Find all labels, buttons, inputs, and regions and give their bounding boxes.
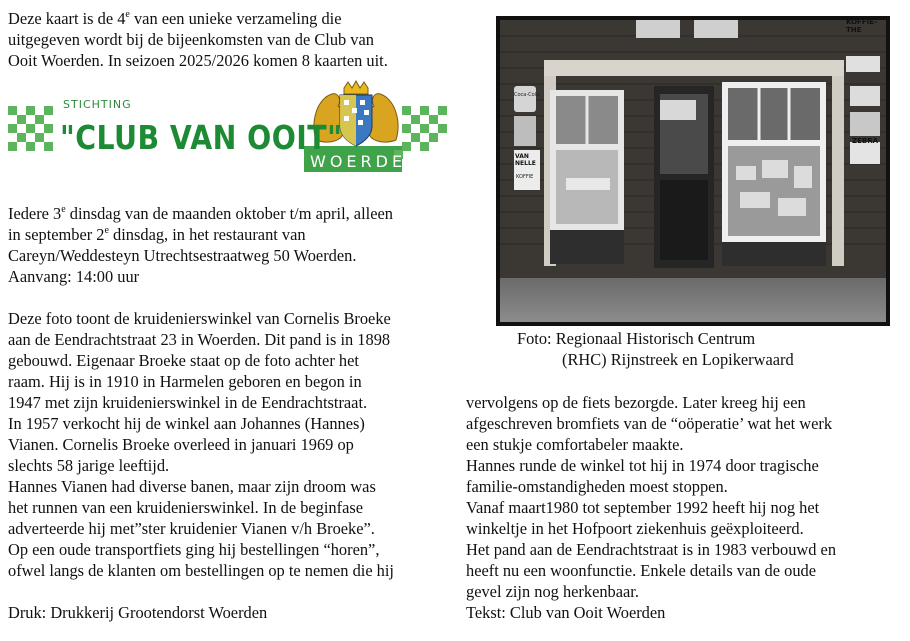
print-credit: Druk: Drukkerij Grootendorst Woerden (8, 603, 268, 622)
story-right-column: vervolgens op de fiets bezorgde. Later kreeg hij een afgeschreven bromfiets van de “oöperatie’ wat het werk een stukje comfortabeler maakte. Hannes runde de winkel tot hij in 1974 door tragische familie-omstandigheden moest stoppen. Vanaf maart1980 tot september 1992 heeft hij nog het winkeltje in het Hofpoort ziekenhuis geëxploiteerd. Het pand aan de Eendrachtstraat is in 1983 verbouwd en heeft nu een woonfunctie. Enkele details van de oude gevel zijn nog herkenbaar. (466, 393, 837, 601)
photo-sign-koffie: KOFFIE (516, 174, 534, 180)
shop-photo (496, 16, 890, 326)
photo-sign-van-nelle: VAN NELLE (515, 153, 536, 167)
logo-club-name: "CLUB VAN OOIT" (60, 118, 343, 157)
photo-sign-coca-cola: Coca-Cola (514, 92, 540, 98)
photo-sign-zebra: ZEBRA (852, 137, 879, 145)
intro-text: Deze kaart is de 4e van een unieke verzameling die uitgegeven wordt bij de bijeenkomsten van de Club van Ooit Woerden. In seizoen 2025/2026 komen 8 kaarten uit. (8, 8, 388, 70)
story-left-column: Deze foto toont de kruidenierswinkel van Cornelis Broeke aan de Eendrachtstraat 23 in Woerden. Dit pand is in 1898 gebouwd. Eigenaar Broeke staat op de foto achter het raam. Hij is in 1910 in Harmelen geboren en begon in 1947 met zijn kruidenierswinkel in de Eendrachtstraat. In 1957 verkocht hij de winkel aan Johannes (Hannes) Vianen. Cornelis Broeke overleed in januari 1969 op slechts 58 jarige leeftijd. Hannes Vianen had diverse banen, maar zijn droom was het runnen van een kruidenierswinkel. In de beginfase adverteerde hij met”ster kruidenier Vianen v/h Broeke”. Op een oude transportfiets ging hij bestellingen “horen”, ofwel langs de klanten om bestellingen op te nemen die hij (8, 309, 394, 580)
logo-place-label: WOERDEN (310, 152, 423, 171)
photo-caption-line2: (RHC) Rijnstreek en Lopikerwaard (562, 350, 794, 369)
club-van-ooit-logo (8, 80, 448, 180)
text-credit: Tekst: Club van Ooit Woerden (466, 603, 666, 622)
schedule-text: Iedere 3e dinsdag van de maanden oktober t/m april, alleen in september 2e dinsdag, in het restaurant van Careyn/Weddesteyn Utrechtsestraatweg 50 Woerden. Aanvang: 14:00 uur (8, 203, 393, 286)
logo-stichting-label: STICHTING (63, 98, 132, 111)
photo-caption-line1: Foto: Regionaal Historisch Centrum (517, 329, 756, 348)
photo-sign-koffie-the: KOFFIE-THE (846, 18, 877, 34)
shopfront-photo-image (496, 16, 890, 326)
